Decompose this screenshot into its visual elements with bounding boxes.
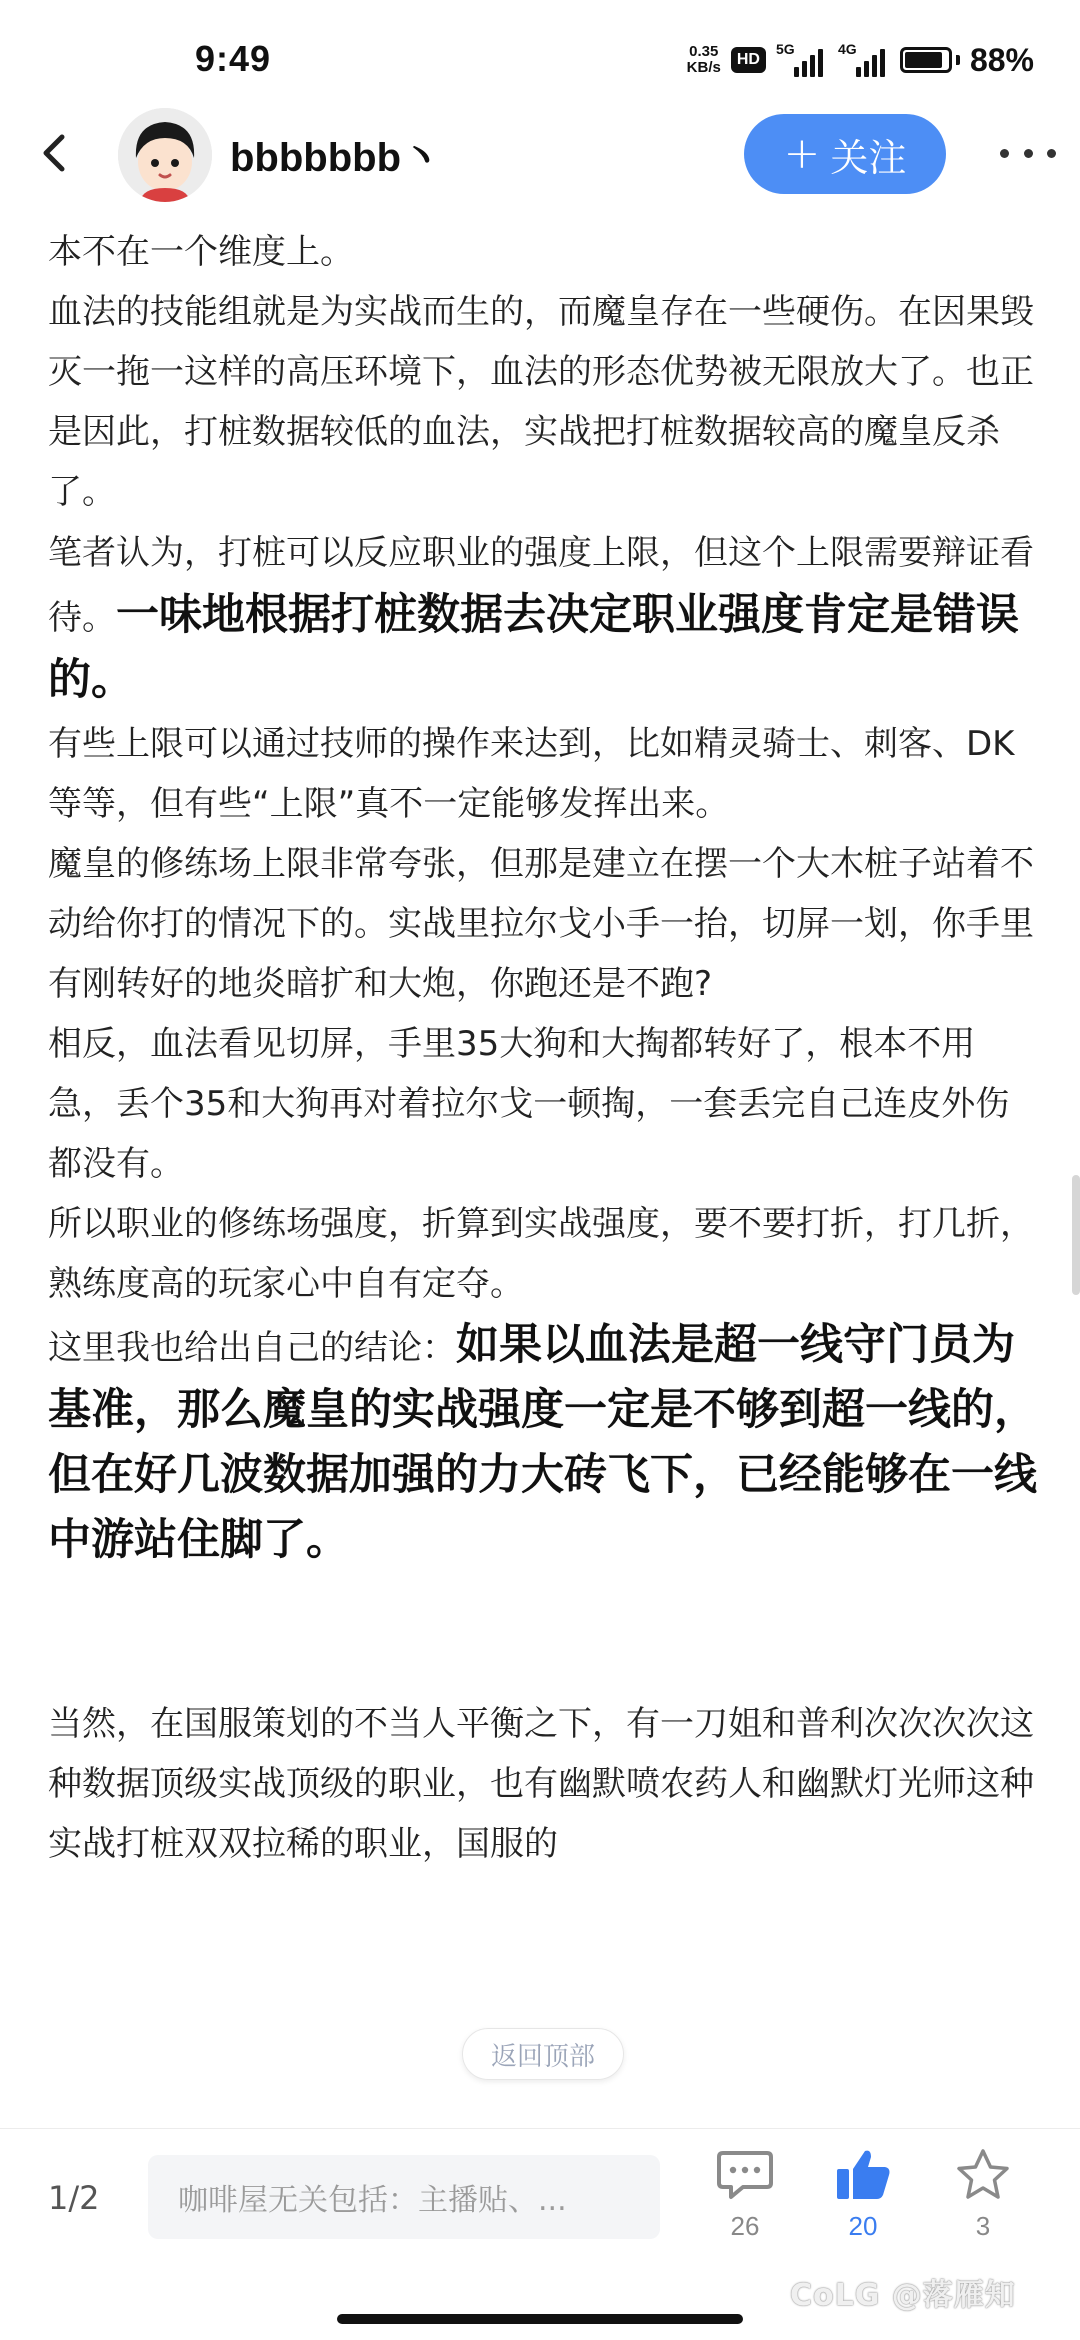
star-icon <box>953 2147 1013 2203</box>
post-header <box>0 100 1080 210</box>
watermark: CoLG @落雁知 <box>790 2278 1016 2313</box>
more-dot-icon <box>1024 149 1033 158</box>
back-button[interactable] <box>30 128 80 178</box>
comment-count: 26 <box>730 2211 760 2241</box>
status-indicators <box>687 40 1034 80</box>
paragraph-text: 笔者认为，打桩可以反应职业的强度上限，但这个上限需要辩证看待。 <box>48 533 1034 638</box>
status-time: 9:49 <box>195 38 272 79</box>
thumbs-up-icon <box>833 2147 893 2203</box>
more-dot-icon <box>1047 149 1056 158</box>
signal-4g-label: 4G <box>837 41 857 57</box>
hd-badge: HD <box>731 47 766 73</box>
plus-icon: + <box>783 128 821 179</box>
comment-button[interactable] <box>700 2147 790 2242</box>
paragraph: 相反，血法看见切屏，手里35大狗和大掏都转好了，根本不用急，丢个35和大狗再对着拉尔戈一顿掏，一套丢完自己连皮外伤都没有。 <box>48 1024 1010 1184</box>
follow-label: 关注 <box>830 135 907 180</box>
author-username[interactable]: bbbbbbb丶 <box>230 136 442 180</box>
paragraph-spacer <box>48 1574 1040 1694</box>
paragraph: 血法的技能组就是为实战而生的，而魔皇存在一些硬伤。在因果毁灭一拖一这样的高压环境下，血法的形态优势被无限放大了。也正是因此，打桩数据较低的血法，实战把打桩数据较高的魔皇反杀了。 <box>48 292 1034 512</box>
battery-percent: 88% <box>969 41 1034 78</box>
more-options-button[interactable] <box>1000 138 1056 168</box>
scrollbar[interactable] <box>1072 1175 1080 1295</box>
paragraph: 有些上限可以通过技师的操作来达到，比如精灵骑士、刺客、DK等等，但有些“上限”真不一定能够发挥出来。 <box>48 724 1015 824</box>
net-speed-unit: KB/s <box>686 59 721 76</box>
paragraph: 所以职业的修练场强度，折算到实战强度，要不要打折，打几折，熟练度高的玩家心中自有定夺。 <box>48 1204 1034 1304</box>
more-dot-icon <box>1000 149 1009 158</box>
avatar[interactable] <box>118 108 212 202</box>
paragraph <box>48 522 1040 714</box>
net-speed-value: 0.35 <box>689 43 719 60</box>
page-indicator[interactable]: 1/2 <box>48 2179 100 2217</box>
like-button[interactable] <box>818 2147 908 2242</box>
battery-icon <box>900 47 960 73</box>
signal-5g-icon <box>776 43 828 77</box>
favorite-button[interactable] <box>938 2147 1028 2242</box>
network-speed <box>687 44 721 76</box>
paragraph: 魔皇的修练场上限非常夸张，但那是建立在摆一个大木桩子站着不动给你打的情况下的。实战里拉尔戈小手一抬，切屏一划，你手里有刚转好的地炎暗扩和大炮，你跑还是不跑? <box>48 844 1034 1004</box>
paragraph-bold-text: 如果以血法是超一线守门员为基准，那么魔皇的实战强度一定是不够到超一线的，但在好几波数据加强的力大砖飞下，已经能够在一线中游站住脚了。 <box>48 1320 1037 1565</box>
post-content <box>48 190 1040 1874</box>
paragraph <box>48 1314 1040 1574</box>
like-count: 20 <box>848 2211 878 2241</box>
paragraph: 本不在一个维度上。 <box>48 232 354 272</box>
favorite-count: 3 <box>975 2211 991 2241</box>
avatar-cartoon-icon <box>118 108 212 202</box>
signal-4g-icon <box>838 43 890 77</box>
paragraph-text: 这里我也给出自己的结论： <box>48 1328 456 1368</box>
comment-icon <box>715 2147 775 2203</box>
paragraph-bold-text: 一味地根据打桩数据去决定职业强度肯定是错误的。 <box>48 590 1019 705</box>
follow-button[interactable] <box>744 114 946 194</box>
signal-5g-label: 5G <box>775 41 795 57</box>
paragraph: 当然，在国服策划的不当人平衡之下，有一刀姐和普利次次次次这种数据顶级实战顶级的职业，也有幽默喷农药人和幽默灯光师这种实战打桩双双拉稀的职业，国服的 <box>48 1704 1034 1864</box>
comment-input[interactable]: 咖啡屋无关包括：主播贴、... <box>148 2155 660 2239</box>
back-to-top-button[interactable]: 返回顶部 <box>462 2028 624 2080</box>
chevron-left-icon <box>40 133 70 173</box>
home-indicator[interactable] <box>337 2314 743 2324</box>
